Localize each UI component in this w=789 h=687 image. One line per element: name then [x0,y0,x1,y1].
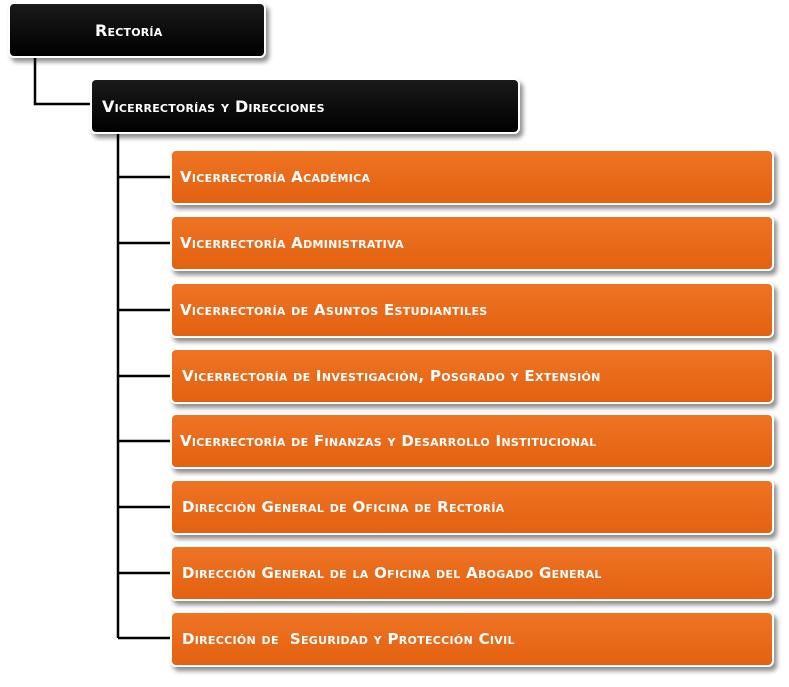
node-label: Dirección General de la Oficina del Abogado General [182,564,602,582]
direccion-abogado-general-node [170,545,774,601]
node-label: Vicerrectoría Académica [180,168,371,186]
rectoria-label: Rectoría [95,20,163,40]
direccion-seguridad-node [170,611,774,667]
vicerrectorias-direcciones-label: Vicerrectorías y Direcciones [102,96,325,116]
vicerrectoria-administrativa-node [170,215,774,271]
vicerrectoria-finanzas-node [170,413,774,469]
vicerrectoria-asuntos-estudiantiles-node [170,282,774,338]
node-label: Vicerrectoría Administrativa [180,234,404,252]
node-label: Vicerrectoría de Investigación, Posgrado y Extensión [182,367,601,385]
node-label: Dirección General de Oficina de Rectoría [182,498,505,516]
vicerrectoria-academica-node [170,149,774,205]
direccion-oficina-rectoria-node [170,479,774,535]
root-to-level2-connector [35,56,92,104]
rectoria-node [8,2,266,58]
vicerrectorias-direcciones-node [90,78,520,134]
node-label: Dirección de Seguridad y Protección Civil [182,630,515,648]
node-label: Vicerrectoría de Asuntos Estudiantiles [180,301,488,319]
vicerrectoria-investigacion-node [170,348,774,404]
node-label: Vicerrectoría de Finanzas y Desarrollo Institucional [180,432,597,450]
